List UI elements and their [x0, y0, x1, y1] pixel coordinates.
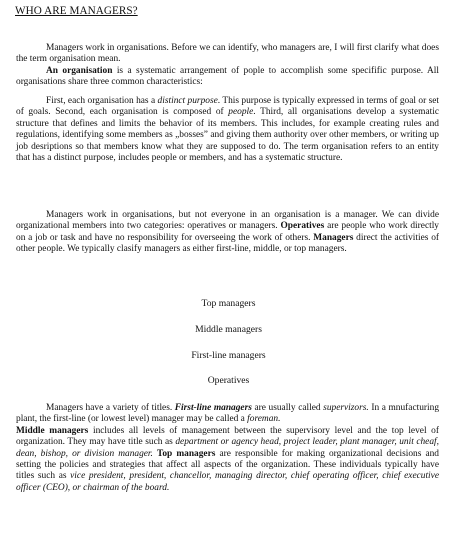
characteristics-paragraph	[16, 96, 439, 164]
characteristics-text-1: First, each organisation has a	[46, 96, 158, 106]
titles-text-5: are responsible for making organizational decisions and setting the policies and strategies that affect all aspects of the organization. These individuals typically have titles such as	[16, 448, 439, 482]
titles-paragraph	[16, 403, 439, 494]
operatives-term: Operatives	[280, 221, 325, 232]
level-top-managers: Top managers	[201, 298, 256, 309]
foreman-term: foreman.	[247, 414, 281, 425]
characteristics-text-2: . This purpose is typically expressed in terms of goal or set of goals. Second, each organisation is composed of	[16, 96, 440, 118]
people-term: people	[228, 107, 254, 118]
first-line-managers-term: First-line managers	[174, 403, 252, 413]
distinct-purpose-term: distinct purpose	[157, 96, 218, 106]
page-title: WHO ARE MANAGERS?	[15, 5, 138, 17]
level-first-line-managers: First-line managers	[191, 350, 266, 361]
middle-titles-list: department or agency head, project leader, plant manager, unit cheaf, dean, bishop, or division manager.	[16, 437, 439, 459]
middle-managers-term: Middle managers	[16, 425, 89, 436]
level-middle-managers: Middle managers	[195, 324, 262, 335]
organisation-definition-paragraph	[16, 66, 439, 89]
categories-text-3: direct the activities of other people. We typically clasify managers as either first-line, middle, or top managers.	[16, 232, 440, 255]
categories-text-2: are people who work directly on a job or task and have no responsibility for overseeing the work of others.	[16, 221, 439, 243]
top-titles-list: vice president, president, chancellor, managing director, chief operating officer, chief executive officer (CEO), or chairman of the board.	[16, 471, 439, 493]
characteristics-text-3: . Third, all organisations develop a systematic structure that defines and limits the behavior of its members. This includes, for example creating rules and regulations, identifying some members as „bosses” and giving them authority over other members, or writing up job desriptions so that members know what they are supposed to do. The term organisation refers to an entity that has a distinct purpose, includes people or members, and has a systematic structure.	[16, 107, 439, 164]
categories-paragraph	[16, 210, 439, 256]
organisation-definition-text: is a systematic arrangement of pople to accomplish some specifific purpose. All organisations share three common characteristics:	[16, 66, 439, 88]
titles-text-1: Managers have a variety of titles.	[46, 403, 175, 413]
categories-text-1: Managers work in organisations, but not everyone in an organisation is a manager. We can divide organizational members into two categories: operatives or managers.	[16, 210, 439, 232]
titles-text-2: are usually called	[251, 403, 324, 413]
supervizors-term: supervizors.	[323, 403, 369, 413]
level-operatives: Operatives	[207, 375, 250, 386]
titles-text-3: In a mnufacturing plant, the first-line (or lowest level) manager may be called a	[16, 403, 440, 425]
intro-text: Managers work in organisations. Before we can identify, who managers are, I will first clarify what does the term organisation mean.	[16, 43, 439, 65]
managers-term: Managers	[313, 232, 354, 243]
titles-text-4: includes all levels of management between the supervisory level and the top level of organization. They may have title such as	[16, 425, 439, 448]
intro-paragraph	[16, 43, 439, 66]
organisation-term: An organisation	[46, 66, 113, 76]
top-managers-term: Top managers	[156, 448, 216, 459]
